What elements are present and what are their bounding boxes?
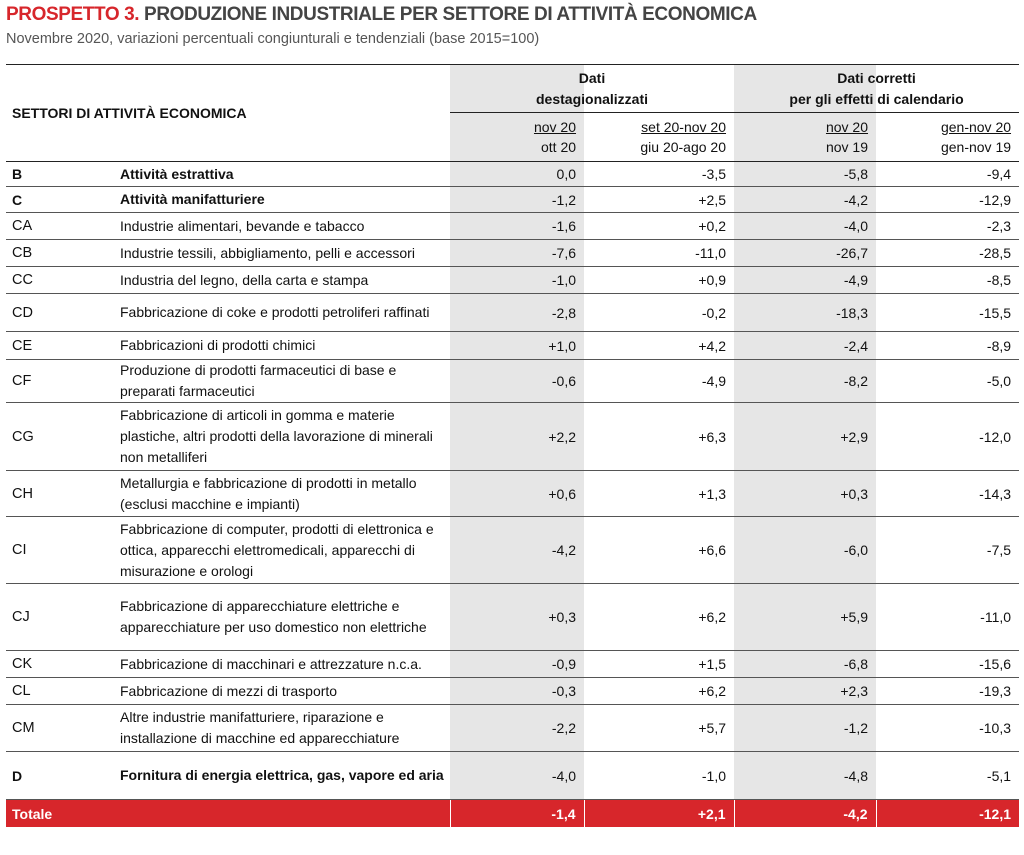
total-value: -4,2	[734, 800, 876, 828]
value-cell: +0,6	[450, 471, 584, 517]
sector-name: Industria del legno, della carta e stampa	[114, 267, 450, 294]
value-cell: -4,8	[734, 752, 876, 800]
value-cell: -2,8	[450, 294, 584, 332]
sector-name: Attività manifatturiere	[114, 187, 450, 213]
total-value: -12,1	[876, 800, 1019, 828]
col-header-1	[450, 113, 584, 162]
sector-code: CA	[6, 213, 114, 240]
value-cell: -6,0	[734, 517, 876, 584]
value-cell: -4,0	[734, 213, 876, 240]
value-cell: -8,2	[734, 360, 876, 403]
sector-code: CH	[6, 471, 114, 517]
value-cell: -8,5	[876, 267, 1019, 294]
col3-top: nov 20	[825, 119, 869, 135]
sector-name: Altre industrie manifatturiere, riparazione e installazione di macchine ed apparecchiature	[114, 705, 450, 752]
value-cell: +2,3	[734, 678, 876, 705]
table-row	[6, 360, 1019, 403]
sector-code: CB	[6, 240, 114, 267]
value-cell: +5,9	[734, 584, 876, 651]
value-cell: -2,3	[876, 213, 1019, 240]
total-value: +2,1	[584, 800, 734, 828]
table-row	[6, 240, 1019, 267]
table-row	[6, 332, 1019, 360]
value-cell: -3,5	[584, 162, 734, 187]
col1-top: nov 20	[533, 119, 577, 135]
total-row	[6, 800, 1019, 828]
sector-code: CK	[6, 651, 114, 678]
value-cell: -4,2	[734, 187, 876, 213]
col2-top: set 20-nov 20	[641, 119, 727, 135]
page-subtitle: Novembre 2020, variazioni percentuali congiunturali e tendenziali (base 2015=100)	[6, 31, 540, 47]
value-cell: +0,3	[450, 584, 584, 651]
title-lead: PROSPETTO 3.	[6, 4, 140, 25]
value-cell: +0,9	[584, 267, 734, 294]
value-cell: -1,2	[450, 187, 584, 213]
data-table	[6, 64, 1019, 827]
value-cell: -0,9	[450, 651, 584, 678]
value-cell: -4,2	[450, 517, 584, 584]
sector-name: Industrie tessili, abbigliamento, pelli e accessori	[114, 240, 450, 267]
sector-code: CM	[6, 705, 114, 752]
value-cell: -7,5	[876, 517, 1019, 584]
value-cell: +1,3	[584, 471, 734, 517]
value-cell: +1,5	[584, 651, 734, 678]
sector-name: Industrie alimentari, bevande e tabacco	[114, 213, 450, 240]
value-cell: -4,9	[734, 267, 876, 294]
value-cell: -5,0	[876, 360, 1019, 403]
value-cell: 0,0	[450, 162, 584, 187]
value-cell: +4,2	[584, 332, 734, 360]
value-cell: -7,6	[450, 240, 584, 267]
value-cell: -2,2	[450, 705, 584, 752]
value-cell: -11,0	[584, 240, 734, 267]
table-row	[6, 213, 1019, 240]
sector-code: CG	[6, 403, 114, 471]
value-cell: +5,7	[584, 705, 734, 752]
table-row	[6, 678, 1019, 705]
sector-code: B	[6, 162, 114, 187]
group2-line2: per gli effetti di calendario	[789, 90, 964, 107]
value-cell: +6,2	[584, 678, 734, 705]
table-row	[6, 471, 1019, 517]
group2-line1: Dati corretti	[837, 69, 916, 86]
sector-name: Fabbricazione di computer, prodotti di elettronica e ottica, apparecchi elettromedicali, apparecchi di misurazione e orologi	[114, 517, 450, 584]
table-row	[6, 752, 1019, 800]
value-cell: -4,9	[584, 360, 734, 403]
sector-name: Fabbricazione di apparecchiature elettriche e apparecchiature per uso domestico non elettriche	[114, 584, 450, 651]
value-cell: -2,4	[734, 332, 876, 360]
value-cell: -28,5	[876, 240, 1019, 267]
table-row	[6, 294, 1019, 332]
sector-name: Fornitura di energia elettrica, gas, vapore ed aria	[114, 752, 450, 800]
value-cell: -9,4	[876, 162, 1019, 187]
col-header-4	[876, 113, 1019, 162]
sector-code: CE	[6, 332, 114, 360]
table-row	[6, 584, 1019, 651]
value-cell: +6,6	[584, 517, 734, 584]
sector-code: CL	[6, 678, 114, 705]
value-cell: +6,3	[584, 403, 734, 471]
sector-name: Fabbricazione di mezzi di trasporto	[114, 678, 450, 705]
value-cell: -18,3	[734, 294, 876, 332]
value-cell: +1,0	[450, 332, 584, 360]
group1-line2: destagionalizzati	[536, 90, 649, 107]
sector-header	[6, 65, 450, 162]
group-calendario	[734, 65, 1019, 113]
sector-header-label: SETTORI DI ATTIVITÀ ECONOMICA	[12, 105, 247, 121]
page-title	[6, 4, 757, 26]
col4-bottom: gen-nov 19	[940, 139, 1012, 155]
value-cell: +2,5	[584, 187, 734, 213]
table-body	[6, 162, 1019, 828]
sector-code: CJ	[6, 584, 114, 651]
sector-name: Fabbricazione di macchinari e attrezzature n.c.a.	[114, 651, 450, 678]
sector-code: C	[6, 187, 114, 213]
value-cell: -6,8	[734, 651, 876, 678]
table-row	[6, 517, 1019, 584]
value-cell: -11,0	[876, 584, 1019, 651]
value-cell: -10,3	[876, 705, 1019, 752]
sector-code: CD	[6, 294, 114, 332]
value-cell: -5,1	[876, 752, 1019, 800]
value-cell: +0,3	[734, 471, 876, 517]
value-cell: +6,2	[584, 584, 734, 651]
value-cell: +2,2	[450, 403, 584, 471]
value-cell: -1,0	[584, 752, 734, 800]
value-cell: -1,0	[450, 267, 584, 294]
value-cell: -19,3	[876, 678, 1019, 705]
sector-name: Fabbricazione di coke e prodotti petroliferi raffinati	[114, 294, 450, 332]
group-destagionalizzati	[450, 65, 734, 113]
sector-code: CF	[6, 360, 114, 403]
total-label: Totale	[6, 800, 450, 828]
sector-code: CC	[6, 267, 114, 294]
table-row	[6, 187, 1019, 213]
value-cell: -12,0	[876, 403, 1019, 471]
group1-line1: Dati	[578, 69, 606, 86]
table-row	[6, 705, 1019, 752]
sector-name: Attività estrattiva	[114, 162, 450, 187]
value-cell: -0,3	[450, 678, 584, 705]
value-cell: -26,7	[734, 240, 876, 267]
title-rest: PRODUZIONE INDUSTRIALE PER SETTORE DI ATTIVITÀ ECONOMICA	[139, 4, 757, 25]
table-row	[6, 403, 1019, 471]
table-row	[6, 651, 1019, 678]
col2-bottom: giu 20-ago 20	[640, 139, 727, 155]
col1-bottom: ott 20	[540, 139, 577, 155]
col-header-2	[584, 113, 734, 162]
col3-bottom: nov 19	[825, 139, 869, 155]
table-row	[6, 162, 1019, 187]
value-cell: -0,2	[584, 294, 734, 332]
value-cell: -5,8	[734, 162, 876, 187]
value-cell: -4,0	[450, 752, 584, 800]
col4-top: gen-nov 20	[940, 119, 1012, 135]
value-cell: -12,9	[876, 187, 1019, 213]
table-row	[6, 267, 1019, 294]
col-header-3	[734, 113, 876, 162]
value-cell: -14,3	[876, 471, 1019, 517]
sector-code: D	[6, 752, 114, 800]
value-cell: +2,9	[734, 403, 876, 471]
value-cell: -1,2	[734, 705, 876, 752]
value-cell: -15,6	[876, 651, 1019, 678]
total-value: -1,4	[450, 800, 584, 828]
value-cell: -1,6	[450, 213, 584, 240]
value-cell: -8,9	[876, 332, 1019, 360]
sector-name: Fabbricazione di articoli in gomma e materie plastiche, altri prodotti della lavorazione di minerali non metalliferi	[114, 403, 450, 471]
sector-name: Fabbricazioni di prodotti chimici	[114, 332, 450, 360]
value-cell: +0,2	[584, 213, 734, 240]
value-cell: -0,6	[450, 360, 584, 403]
sector-name: Produzione di prodotti farmaceutici di base e preparati farmaceutici	[114, 360, 450, 403]
sector-name: Metallurgia e fabbricazione di prodotti in metallo (esclusi macchine e impianti)	[114, 471, 450, 517]
value-cell: -15,5	[876, 294, 1019, 332]
sector-code: CI	[6, 517, 114, 584]
